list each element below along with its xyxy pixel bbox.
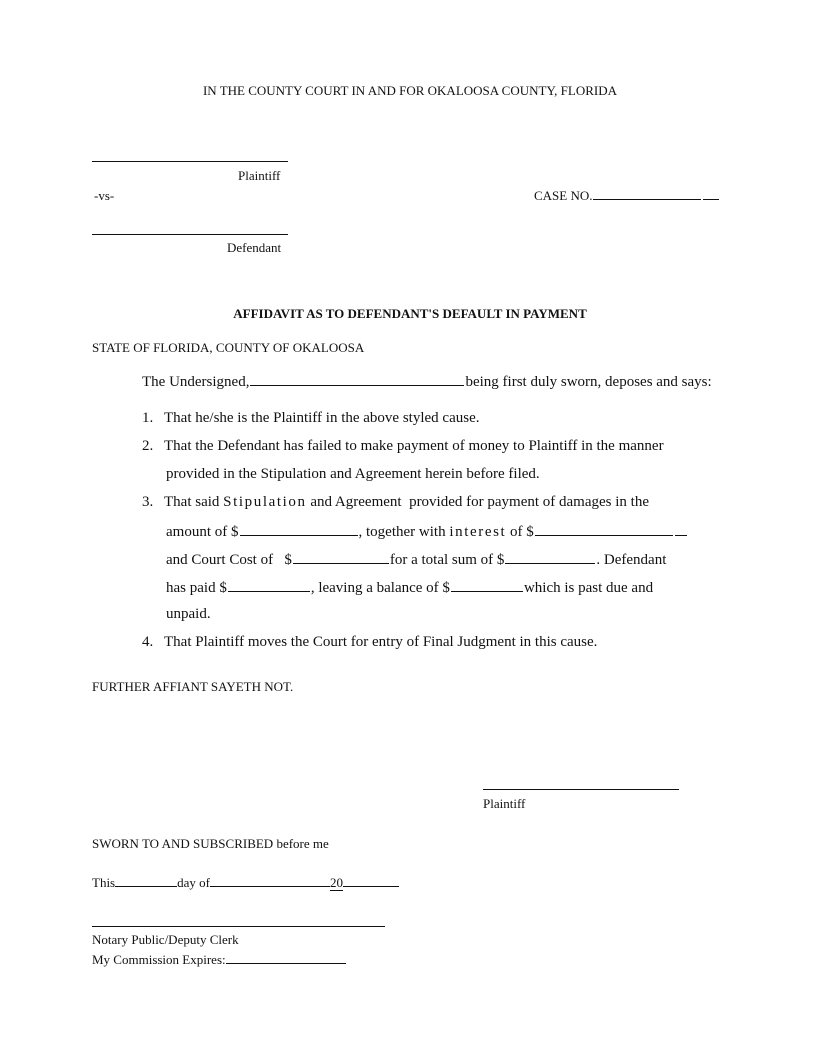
sworn-statement: SWORN TO AND SUBSCRIBED before me [92,836,329,851]
day-blank[interactable] [115,874,177,887]
list-item-4 [142,634,597,651]
item-text: That Plaintiff moves the Court for entry of Final Judgment in this cause. [164,634,598,650]
item-number: 1. [142,410,154,426]
item-number: 3. [142,494,154,510]
list-item-3-line-2 [166,522,688,541]
interest-amount-blank-extra[interactable] [675,522,687,536]
venue: STATE OF FLORIDA, COUNTY OF OKALOOSA [92,340,365,355]
interest-amount-blank[interactable] [535,522,673,536]
this-label: This [92,875,116,890]
date-line [92,874,399,891]
item-text-stipulation: Stipulation [223,494,307,510]
item-text: of $ [510,524,534,540]
case-number [534,187,719,204]
commission-label: My Commission Expires: [92,952,226,967]
item-text: and Agreement [310,494,402,510]
commission-expiry-blank[interactable] [226,951,346,964]
plaintiff-name-line[interactable] [92,161,288,162]
case-number-label: CASE NO. [534,188,593,203]
plaintiff-signature-label: Plaintiff [483,796,526,811]
list-item-2-cont: provided in the Stipulation and Agreement herein before filed. [166,466,540,482]
total-sum-blank[interactable] [505,550,595,564]
plaintiff-caption-label: Plaintiff [238,168,281,183]
damages-amount-blank[interactable] [240,522,358,536]
document-title: AFFIDAVIT AS TO DEFENDANT'S DEFAULT IN PAYMENT [233,306,587,321]
item-text: , together with [358,524,446,540]
item-text: That he/she is the Plaintiff in the above styled cause. [164,410,480,426]
further-affiant: FURTHER AFFIANT SAYETH NOT. [92,679,294,694]
defendant-caption-label: Defendant [227,240,282,255]
item-text: for a total sum of $ [389,552,505,568]
court-cost-blank[interactable] [293,550,389,564]
versus-label: -vs- [94,188,115,203]
list-item-3-line-4 [166,578,653,597]
item-number: 2. [142,438,154,454]
list-item-3-line-5: unpaid. [166,606,211,622]
amount-paid-blank[interactable] [228,578,310,592]
undersigned-name-blank[interactable] [250,372,464,386]
item-text: which is past due and [523,580,654,596]
case-number-blank[interactable] [593,187,701,200]
item-number: 4. [142,634,154,650]
list-item-3 [142,494,649,511]
item-text: amount of $ [166,524,239,540]
item-text: That the Defendant has failed to make payment of money to Plaintiff in the manner [164,438,664,454]
intro-prefix: The Undersigned, [142,374,250,390]
item-text: and Court Cost of [166,552,274,568]
year-prefix: 20 [329,875,343,890]
item-text: has paid $ [166,580,227,596]
notary-signature-line[interactable] [92,926,385,927]
item-text: . Defendant [596,552,667,568]
intro-line [142,372,712,391]
month-blank[interactable] [210,874,330,887]
list-item-1 [142,410,479,427]
day-of-label: day of [177,875,210,890]
year-blank[interactable] [343,874,399,887]
case-number-blank-extra[interactable] [703,187,719,200]
list-item-3-line-3 [166,550,666,569]
plaintiff-signature-line[interactable] [483,789,679,790]
defendant-name-line[interactable] [92,234,288,235]
court-title: IN THE COUNTY COURT IN AND FOR OKALOOSA COUNTY, FLORIDA [202,83,618,98]
item-text: , leaving a balance of $ [310,580,450,596]
notary-title: Notary Public/Deputy Clerk [92,932,239,947]
item-text: That said [164,494,220,510]
commission-line [92,951,346,968]
list-item-2 [142,438,664,455]
item-text: provided for payment of damages in the [409,494,649,510]
item-text-interest: interest [449,524,507,540]
intro-suffix: being first duly sworn, deposes and says: [465,374,712,390]
item-text: $ [284,552,292,568]
balance-blank[interactable] [451,578,523,592]
